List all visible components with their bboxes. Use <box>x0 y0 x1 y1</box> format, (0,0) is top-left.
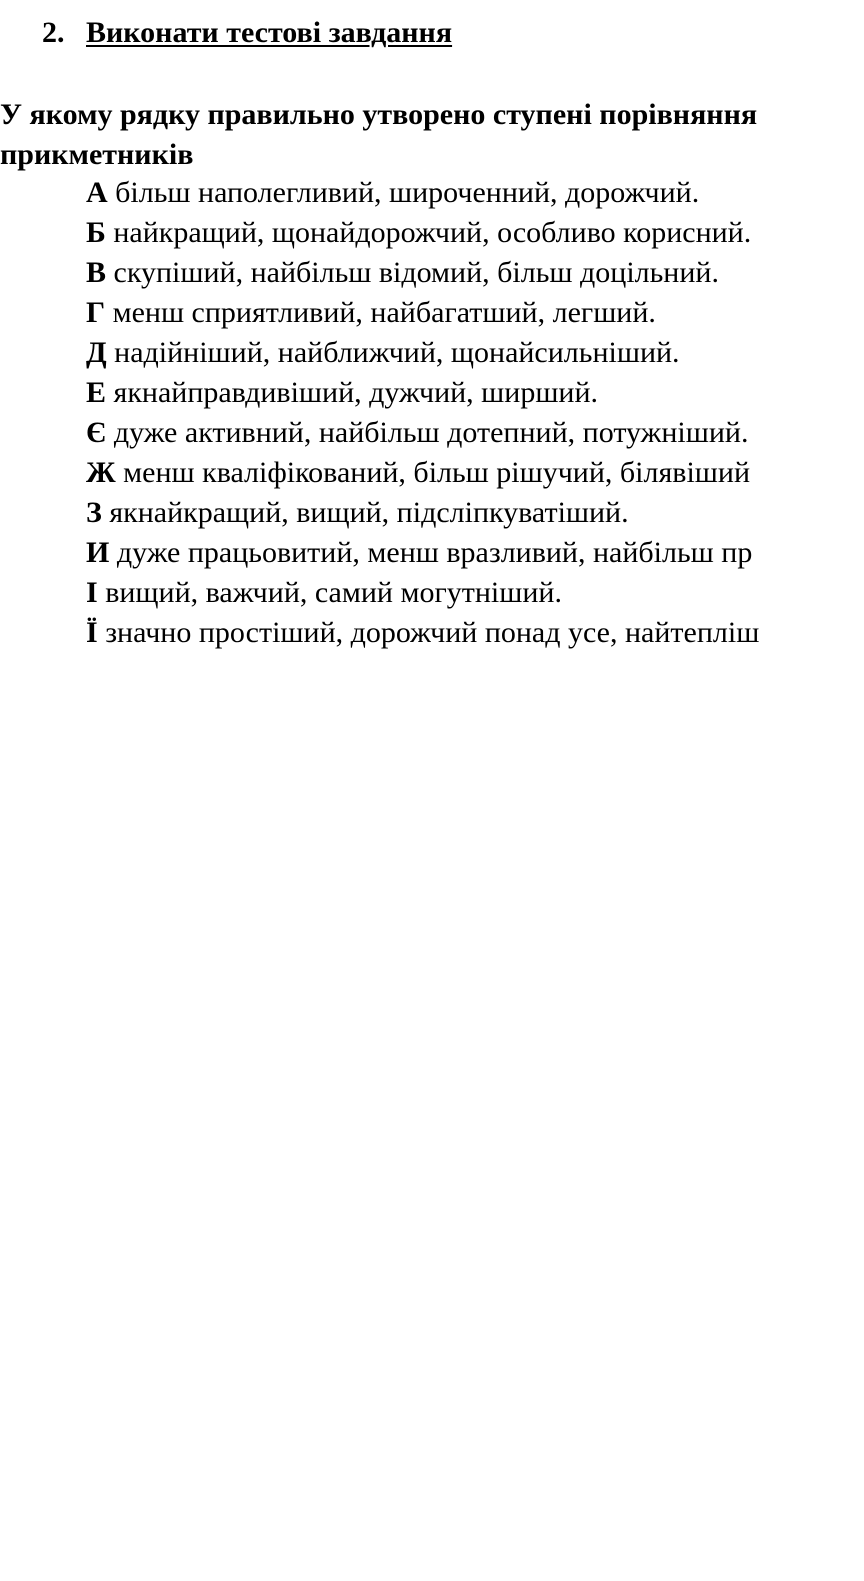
answer-option-yi <box>86 613 864 653</box>
option-text: дуже активний, найбільш дотепний, потужніший. <box>113 416 749 449</box>
answer-option-i <box>86 573 864 613</box>
option-letter: З <box>86 496 102 529</box>
question-text <box>0 95 864 175</box>
answer-option-d <box>86 333 864 373</box>
option-letter: Є <box>86 416 107 449</box>
option-letter: И <box>86 536 110 569</box>
answer-option-ye <box>86 413 864 453</box>
answer-option-z <box>86 493 864 533</box>
option-letter: Ж <box>86 456 116 489</box>
question-line-1: У якому рядку правильно утворено ступені порівняння <box>0 98 758 131</box>
option-text: якнайкращий, вищий, підсліпкуватіший. <box>109 496 629 529</box>
option-letter: А <box>86 176 108 209</box>
option-text: скупіший, найбільш відомий, більш доцільний. <box>113 256 719 289</box>
option-text: менш сприятливий, найбагатший, легший. <box>112 296 656 329</box>
option-letter: І <box>86 576 98 609</box>
answer-option-e <box>86 373 864 413</box>
answer-option-y <box>86 533 864 573</box>
option-text: надійніший, найближчий, щонайсильніший. <box>114 336 680 369</box>
question-line-2: прикметників <box>0 138 194 171</box>
task-title: Виконати тестові завдання <box>86 16 453 49</box>
answer-option-h <box>86 293 864 333</box>
option-letter: Е <box>86 376 107 409</box>
option-text: менш кваліфікований, більш рішучий, білявіший <box>123 456 750 489</box>
option-text: найкращий, щонайдорожчий, особливо корисний. <box>113 216 752 249</box>
answer-option-a <box>86 173 864 213</box>
answer-options-list <box>86 173 864 653</box>
option-text: якнайправдивіший, дужчий, ширший. <box>113 376 599 409</box>
option-text: більш наполегливий, широченний, дорожчий. <box>115 176 700 209</box>
option-text: значно простіший, дорожчий понад усе, найтепліш <box>105 616 760 649</box>
option-letter: Б <box>86 216 106 249</box>
task-heading <box>42 14 452 52</box>
option-letter: В <box>86 256 107 289</box>
option-letter: Г <box>86 296 106 329</box>
option-letter: Ї <box>86 616 98 649</box>
answer-option-zh <box>86 453 864 493</box>
option-text: дуже працьовитий, менш вразливий, найбільш пр <box>116 536 753 569</box>
option-letter: Д <box>86 336 107 369</box>
answer-option-b <box>86 213 864 253</box>
answer-option-v <box>86 253 864 293</box>
option-text: вищий, важчий, самий могутніший. <box>105 576 562 609</box>
task-number: 2. <box>42 16 65 49</box>
